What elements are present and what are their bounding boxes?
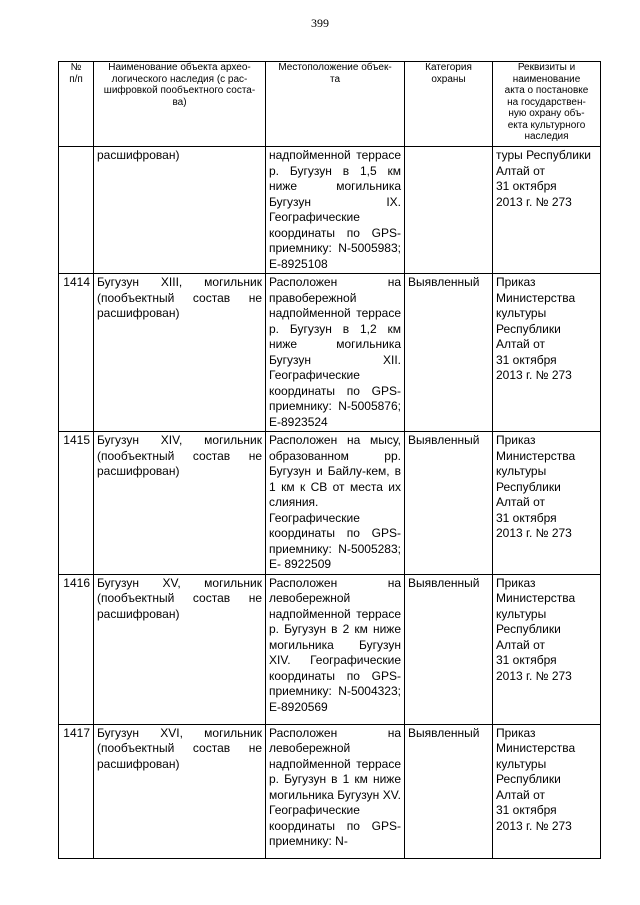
row-category: Выявленный (405, 432, 493, 575)
row-category: Выявленный (405, 274, 493, 432)
row-act: туры Республики Алтай от 31 октября 2013 г. № 273 (493, 147, 601, 274)
table-row (59, 724, 601, 858)
header-act: Реквизиты и наименование акта о постановке на государствен- ную охрану объ- екта культурного наследия (493, 62, 601, 147)
row-name: Бугузун XIV, могильник (пообъектный состав не расшифрован) (94, 432, 266, 575)
row-num: 1417 (59, 724, 94, 858)
row-num: 1415 (59, 432, 94, 575)
table-header-row (59, 62, 601, 147)
row-category: Выявленный (405, 574, 493, 724)
table-row (59, 274, 601, 432)
row-location: Расположен на левобережной надпойменной террасе р. Бугузун в 2 км ниже могильника Бугузун XIV. Географические координаты по GPS-приемнику: N-5004323; E-8920569 (266, 574, 405, 724)
row-name: Бугузун XV, могильник (пообъектный состав не расшифрован) (94, 574, 266, 724)
header-num: № п/п (59, 62, 94, 147)
row-num: 1414 (59, 274, 94, 432)
row-name: расшифрован) (94, 147, 266, 274)
row-act: Приказ Министерства культуры Республики Алтай от 31 октября 2013 г. № 273 (493, 574, 601, 724)
table-row (59, 147, 601, 274)
page-number: 399 (311, 16, 329, 30)
row-location: Расположен на мысу, образованном рр. Бугузун и Байлу-кем, в 1 км к СВ от места их слияния. Географические координаты по GPS-приемнику: N-5005283; E- 8922509 (266, 432, 405, 575)
row-location: Расположен на правобережной надпойменной террасе р. Бугузун в 1,2 км ниже могильника Бугузун XII. Географические координаты по GPS-приемнику: N-5005876; E-8923524 (266, 274, 405, 432)
row-name: Бугузун XIII, могильник (пообъектный состав не расшифрован) (94, 274, 266, 432)
row-location: надпойменной террасе р. Бугузун в 1,5 км ниже могильника Бугузун IX. Географические координаты по GPS-приемнику: N-5005983; E-8925108 (266, 147, 405, 274)
header-location: Местоположение объек- та (266, 62, 405, 147)
header-name: Наименование объекта архео- логического наследия (с рас- шифровкой пообъектного соста- ва) (94, 62, 266, 147)
row-act: Приказ Министерства культуры Республики Алтай от 31 октября 2013 г. № 273 (493, 432, 601, 575)
header-category: Категория охраны (405, 62, 493, 147)
table-row (59, 432, 601, 575)
table-row (59, 574, 601, 724)
row-act: Приказ Министерства культуры Республики Алтай от 31 октября 2013 г. № 273 (493, 274, 601, 432)
row-act: Приказ Министерства культуры Республики Алтай от 31 октября 2013 г. № 273 (493, 724, 601, 858)
row-num: 1416 (59, 574, 94, 724)
row-category: Выявленный (405, 724, 493, 858)
row-location: Расположен на левобережной надпойменной террасе р. Бугузун в 1 км ниже могильника Бугузун XV. Географические координаты по GPS-приемнику: N- (266, 724, 405, 858)
row-name: Бугузун XVI, могильник (пообъектный состав не расшифрован) (94, 724, 266, 858)
heritage-registry-table (58, 61, 601, 859)
row-num (59, 147, 94, 274)
row-category (405, 147, 493, 274)
